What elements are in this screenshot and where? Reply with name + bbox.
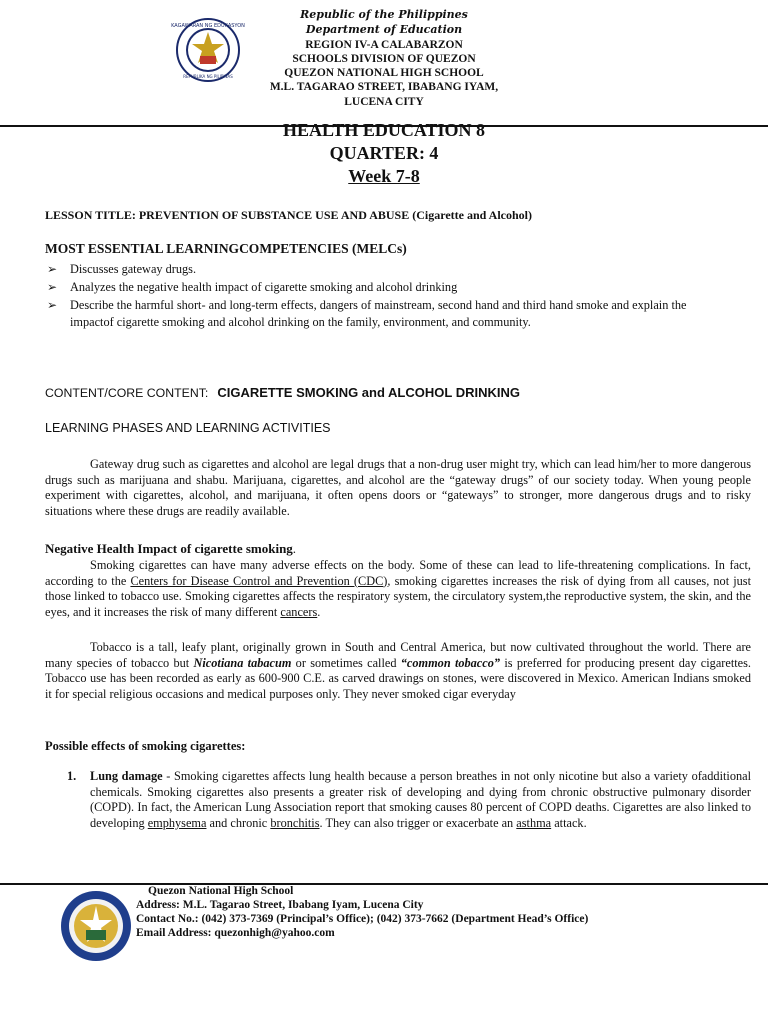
gateway-paragraph: Gateway drug such as cigarettes and alcohol are legal drugs that a non-drug user might try, which can lead him/her to more dangerous drugs such as marijuana and shabu. Marijuana, cigarettes, and alcohol are the “gateway drugs” of our society today. When young people experiment with cigarettes, alcohol, and marijuana, it often opens doors or “gateways” to stronger, more dangerous drugs and to risky situations where these drugs are readily available. [45,457,751,518]
subject-title: HEALTH EDUCATION 8 [282,120,486,140]
footer-email[interactable]: Email Address: quezonhigh@yahoo.com [136,927,335,939]
arrow-bullet-icon: ➢ [47,262,58,276]
header-republic: Republic of the Philippines [300,8,468,21]
common-name: “common tobacco” [400,655,501,670]
lesson-paren: (Cigarette and Alcohol) [409,208,532,222]
header-region: REGION IV-A CALABARZON [305,39,463,51]
week-title: Week 7-8 [348,166,420,186]
footer-school: Quezon National High School [148,885,294,897]
core-content-title: CIGARETTE SMOKING and ALCOHOL DRINKING [217,385,520,400]
negative-impact-paragraph: Smoking cigarettes can have many adverse effects on the body. Some of these can lead to life-threatening complications. In fact, according to the Centers for Disease Control and Prevention (CDC), smoking cigarettes increases the risk of dying from all causes, not just those linked to tobacco use. Smoking cigarettes affects the respiratory system, the circulatory system,the reproductive system, the skin, and the eyes, and it increases the risk of many different cancers. [45,558,752,619]
melc-item: ➢ Discusses gateway drugs. [47,262,197,276]
header-street: M.L. TAGARAO STREET, IBABANG IYAM, [269,81,499,93]
svg-text:KAGAWARAN NG EDUKASYON: KAGAWARAN NG EDUKASYON [171,23,245,29]
negative-impact-heading: Negative Health Impact of cigarette smoking. [45,541,297,556]
lung-damage-title: Lung damage [90,769,163,783]
cancers-link[interactable]: cancers [280,604,318,619]
arrow-bullet-icon: ➢ [47,280,58,294]
emphysema-link[interactable]: emphysema [147,815,207,830]
qnhs-school-seal-logo [60,890,132,962]
lesson-title [45,208,751,224]
species-name: Nicotiana tabacum [193,655,292,670]
tobacco-paragraph: Tobacco is a tall, leafy plant, originally grown in South and Central America, but now cultivated throughout the world. There are many species of tobacco but Nicotiana tabacum or sometimes called “common tobacco” is preferred for producing present day cigarettes. Tobacco use has been recorded as early as 600-900 C.E. as carved drawings on stones, were discovered in Mexico. American Indians smoked it for special religious occasions and medical purposes only. They never smoked cigar everyday [45,640,751,701]
effects-heading: Possible effects of smoking cigarettes: [45,739,246,753]
lung-damage-item: Lung damage - Smoking cigarettes affects lung health because a person breathes in not only nicotine but also a variety ofadditional chemicals. Smoking cigarettes also presents a greater risk of developing and dying from chronic obstructive pulmonary disorder (COPD). In fact, the American Lung Association report that smoking causes 80 percent of COPD deaths. Cigarettes are also linked to developing emphysema and chronic bronchitis. They can also trigger or exacerbate an asthma attack. [90,769,751,830]
lesson-label: LESSON TITLE: PREVENTION OF SUBSTANCE USE AND ABUSE [45,208,410,222]
melcs-heading: MOST ESSENTIAL LEARNINGCOMPETENCIES (MELCs) [45,241,407,256]
melc-item: ➢ Describe the harmful short- and long-term effects, dangers of mainstream, second hand and third hand smoke and explain the impactof cigarette smoking and alcohol drinking on the family, environment, and community. [47,298,687,329]
core-content-label: CONTENT/CORE CONTENT: [45,386,209,400]
header-division: SCHOOLS DIVISION OF QUEZON [292,53,476,65]
quarter-title: QUARTER: 4 [329,143,439,163]
melc-item: ➢ Analyzes the negative health impact of cigarette smoking and alcohol drinking [47,280,458,294]
header-department: Department of Education [305,23,463,36]
header-school: QUEZON NATIONAL HIGH SCHOOL [284,67,484,79]
header-city: LUCENA CITY [344,96,424,108]
svg-text:REPUBLIKA NG PILIPINAS: REPUBLIKA NG PILIPINAS [183,74,233,79]
bronchitis-link[interactable]: bronchitis [270,815,320,830]
arrow-bullet-icon: ➢ [47,298,58,312]
footer-divider [0,883,768,885]
cdc-link[interactable]: Centers for Disease Control and Prevention (CDC) [130,573,388,588]
asthma-link[interactable]: asthma [516,815,552,830]
footer-address: Address: M.L. Tagarao Street, Ibabang Iyam, Lucena City [136,899,424,911]
learning-phases-heading: LEARNING PHASES AND LEARNING ACTIVITIES [45,421,331,435]
footer-contact: Contact No.: (042) 373-7369 (Principal’s Office); (042) 373-7662 (Department Head’s Office) [136,913,589,925]
list-number: 1. [67,769,77,783]
core-content-line [45,385,751,402]
